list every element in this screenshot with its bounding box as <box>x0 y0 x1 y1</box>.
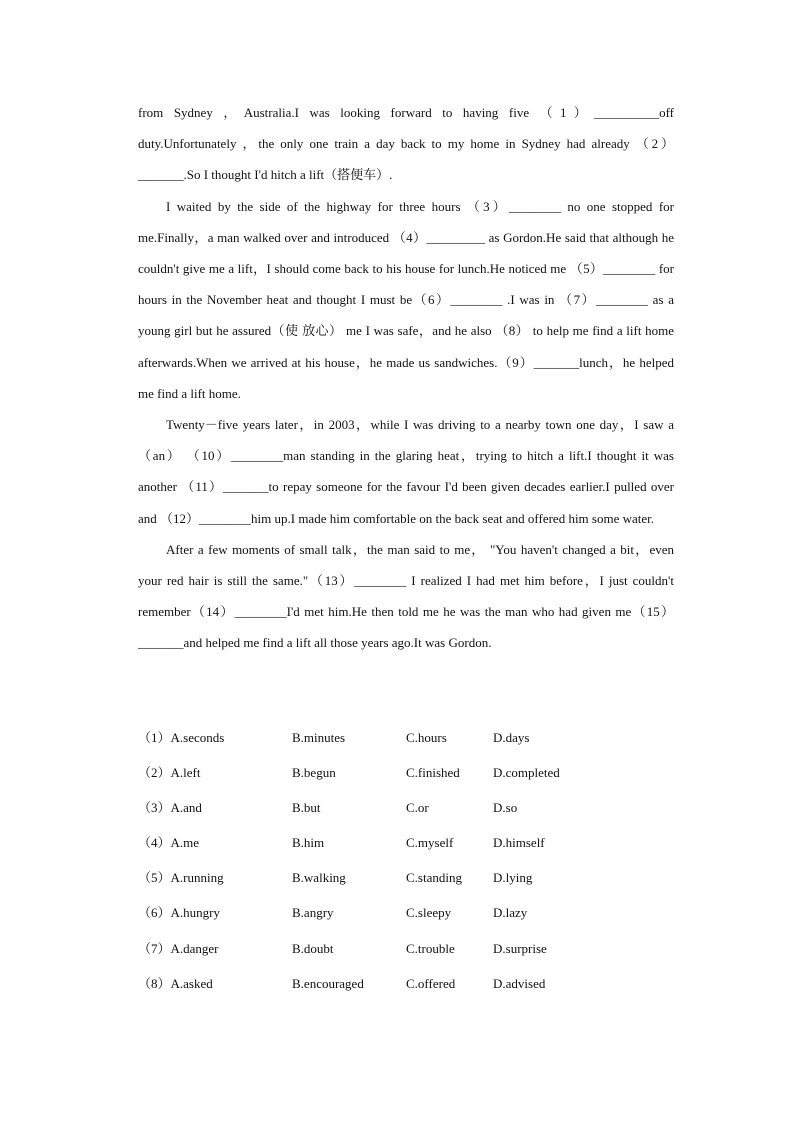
option-a: （8）A.asked <box>138 975 213 991</box>
question-row <box>138 723 678 758</box>
option-d: D.lying <box>493 870 533 886</box>
option-b: B.angry <box>292 905 334 921</box>
passage-paragraph: Twenty－five years later，in 2003，while I was driving to a nearby town one day，I saw a （an） （10）________man standing in the glaring heat，trying to hitch a lift.I thought it was another （11）_______to repay someone for the favour I'd been given decades earlier.I pulled over and （12）________him up.I made him comfortable on the back seat and offered him some water. <box>138 417 674 526</box>
question-row <box>138 969 678 1004</box>
option-b: B.walking <box>292 870 346 886</box>
option-d: D.so <box>493 800 518 816</box>
option-a: （7）A.danger <box>138 940 219 956</box>
option-c: C.hours <box>406 730 447 745</box>
option-d: D.lazy <box>493 905 528 921</box>
option-a: （4）A.me <box>138 835 200 851</box>
option-b: B.doubt <box>292 940 334 956</box>
option-c: C.or <box>406 800 429 816</box>
option-c: C.trouble <box>406 940 455 956</box>
option-d: D.surprise <box>493 940 547 956</box>
option-c: C.standing <box>406 870 462 886</box>
option-d: D.completed <box>493 765 560 781</box>
option-b: B.encouraged <box>292 975 364 991</box>
option-a: （5）A.running <box>138 870 224 886</box>
option-c: C.sleepy <box>406 905 452 921</box>
option-b: B.minutes <box>292 730 346 745</box>
question-row <box>138 934 678 969</box>
cloze-passage <box>138 97 674 659</box>
option-c: C.finished <box>406 765 460 781</box>
question-row <box>138 758 678 793</box>
option-d: D.days <box>493 730 530 745</box>
answer-options <box>138 723 678 1004</box>
passage-paragraph: After a few moments of small talk，the man said to me， "You haven't changed a bit，even your red hair is still the same."（13）________ I realized I had met him before，I just couldn't remember（14）________I'd met him.He then told me he was the man who had given me（15）_______and helped me find a lift all those years ago.It was Gordon. <box>138 541 674 651</box>
option-a: （6）A.hungry <box>138 905 220 921</box>
option-d: D.himself <box>493 835 545 851</box>
option-d: D.advised <box>493 975 546 991</box>
question-row <box>138 898 678 933</box>
question-row <box>138 863 678 898</box>
option-c: C.offered <box>406 975 456 991</box>
question-row <box>138 793 678 828</box>
option-b: B.but <box>292 800 321 816</box>
option-a: （3）A.and <box>138 800 202 816</box>
passage-paragraph: from Sydney ，Australia.I was looking forward to having five （1）__________off duty.Unfortunately ，the only one train a day back to my home in Sydney had already （2）_______.So I thought I'd hitch a lift（搭便车）. <box>138 105 674 183</box>
question-row <box>138 828 678 863</box>
option-b: B.begun <box>292 765 336 781</box>
option-a: （1）A.seconds <box>138 730 225 745</box>
passage-paragraph: I waited by the side of the highway for three hours （3）________ no one stopped for me.Finally，a man walked over and introduced （4）_________ as Gordon.He said that although he couldn't give me a lift，I should come back to his house for lunch.He noticed me （5）________ for hours in the November heat and thought I must be（6）________ .I was in （7）________ as a young girl but he assured（使 放心） me I was safe，and he also （8） to help me find a lift home afterwards.When we arrived at his house，he made us sandwiches.（9）_______lunch，he helped me find a lift home. <box>138 198 674 401</box>
option-a: （2）A.left <box>138 765 201 781</box>
option-c: C.myself <box>406 835 454 851</box>
option-b: B.him <box>292 835 325 851</box>
